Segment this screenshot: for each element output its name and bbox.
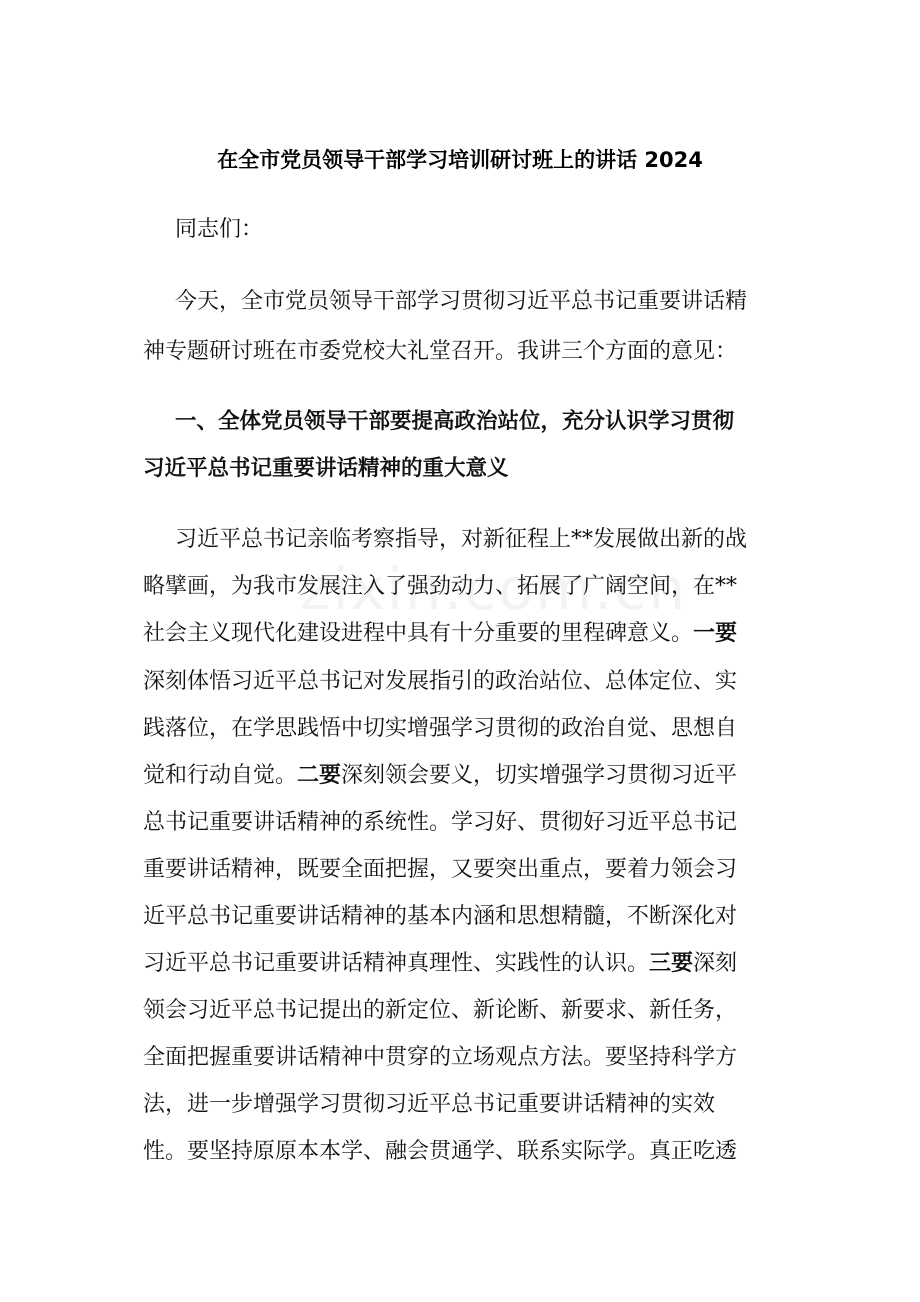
body-line-4: 深刻体悟习近平总书记对发展指引的政治站位、总体定位、实 <box>143 669 738 694</box>
body-line-9: 近平总书记重要讲话精神的基本内涵和思想精髓，不断深化对 <box>143 904 738 929</box>
body-line-5: 践落位，在学思践悟中切实增强学习贯彻的政治自觉、思想自 <box>143 716 738 741</box>
body-text: 深刻 <box>693 951 738 976</box>
body-line-13: 法，进一步增强学习贯彻习近平总书记重要讲话精神的实效 <box>143 1092 716 1117</box>
emphasis-label: 三要 <box>649 951 694 976</box>
body-line-12: 全面把握重要讲话精神中贯穿的立场观点方法。要坚持科学方 <box>143 1045 738 1070</box>
body-line-8: 重要讲话精神，既要全面把握，又要突出重点，要着力领会习 <box>143 857 738 882</box>
section-heading-line-1: 一、全体党员领导干部要提高政治站位，充分认识学习贯彻 <box>175 409 735 434</box>
intro-line-1: 今天，全市党员领导干部学习贯彻习近平总书记重要讲话精 <box>175 289 748 314</box>
emphasis-label: 一要 <box>693 621 738 646</box>
body-line-10 <box>143 947 737 981</box>
emphasis-label: 二要 <box>297 763 342 788</box>
salutation: 同志们： <box>175 217 264 242</box>
body-line-6 <box>143 759 737 793</box>
document-title: 在全市党员领导干部学习培训研讨班上的讲话 2024 <box>217 148 703 172</box>
body-text: 觉和行动自觉。 <box>143 763 298 788</box>
section-heading-line-2: 习近平总书记重要讲话精神的重大意义 <box>143 456 509 481</box>
body-text: 习近平总书记重要讲话精神真理性、实践性的认识。 <box>143 951 650 976</box>
body-text: 深刻领会要义，切实增强学习贯彻习近平 <box>341 763 738 788</box>
body-line-11: 领会习近平总书记提出的新定位、新论断、新要求、新任务， <box>143 998 738 1023</box>
body-line-14: 性。要坚持原原本本学、融会贯通学、联系实际学。真正吃透 <box>143 1139 738 1164</box>
body-line-3 <box>143 617 737 651</box>
intro-line-2: 神专题研讨班在市委党校大礼堂召开。我讲三个方面的意见： <box>143 339 738 364</box>
body-text: 社会主义现代化建设进程中具有十分重要的里程碑意义。 <box>143 621 694 646</box>
body-line-2: 略擘画，为我市发展注入了强劲动力、拓展了广阔空间，在** <box>143 574 738 599</box>
body-line-7: 总书记重要讲话精神的系统性。学习好、贯彻好习近平总书记 <box>143 810 738 835</box>
body-line-1: 习近平总书记亲临考察指导，对新征程上**发展做出新的战 <box>175 527 748 552</box>
